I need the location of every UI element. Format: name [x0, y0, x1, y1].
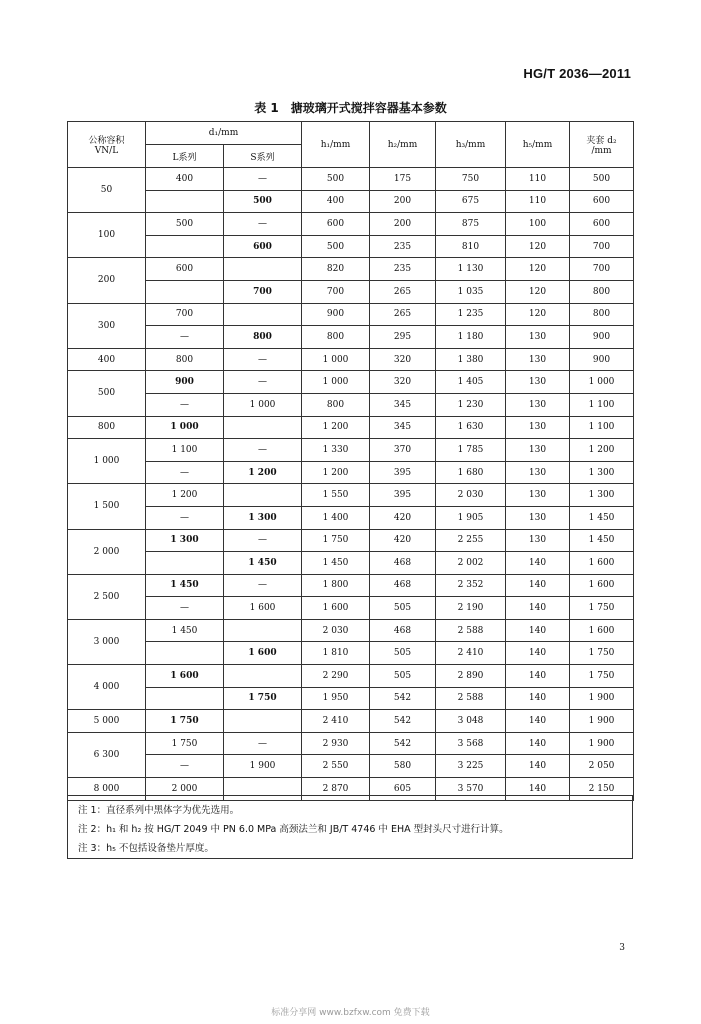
cell-d2: 600 — [570, 190, 634, 213]
cell-nominal-volume: 300 — [68, 303, 146, 348]
table-row — [68, 235, 634, 258]
cell-nominal-volume: 800 — [68, 416, 146, 439]
cell-h3: 1 180 — [436, 326, 506, 349]
cell-s: 1 750 — [224, 687, 302, 710]
cell-h2: 200 — [370, 213, 436, 236]
cell-h1: 1 550 — [302, 484, 370, 507]
header-h3: h₃/mm — [436, 122, 506, 168]
cell-nominal-volume: 1 000 — [68, 439, 146, 484]
cell-h2: 320 — [370, 348, 436, 371]
cell-h3: 1 130 — [436, 258, 506, 281]
table-row — [68, 484, 634, 507]
cell-h3: 3 225 — [436, 755, 506, 778]
cell-h2: 235 — [370, 235, 436, 258]
table-row — [68, 393, 634, 416]
cell-h1: 1 810 — [302, 642, 370, 665]
cell-d2: 1 750 — [570, 597, 634, 620]
table-row — [68, 529, 634, 552]
table-row — [68, 416, 634, 439]
cell-s: 1 200 — [224, 461, 302, 484]
cell-h1: 600 — [302, 213, 370, 236]
cell-l: — — [146, 393, 224, 416]
note-3: 注 3：h₅ 不包括设备垫片厚度。 — [78, 843, 214, 854]
header-h2: h₂/mm — [370, 122, 436, 168]
cell-h2: 295 — [370, 326, 436, 349]
table-row — [68, 168, 634, 191]
cell-h5: 110 — [506, 190, 570, 213]
cell-h3: 875 — [436, 213, 506, 236]
cell-h2: 345 — [370, 393, 436, 416]
cell-s — [224, 619, 302, 642]
cell-l: — — [146, 755, 224, 778]
cell-h2: 345 — [370, 416, 436, 439]
cell-h2: 505 — [370, 642, 436, 665]
cell-h1: 500 — [302, 168, 370, 191]
table-body — [68, 168, 634, 801]
table-row — [68, 213, 634, 236]
cell-d2: 900 — [570, 348, 634, 371]
cell-l — [146, 190, 224, 213]
cell-h5: 130 — [506, 416, 570, 439]
cell-h5: 130 — [506, 326, 570, 349]
cell-l: 1 750 — [146, 710, 224, 733]
table-row — [68, 190, 634, 213]
cell-d2: 1 100 — [570, 393, 634, 416]
cell-l: 600 — [146, 258, 224, 281]
cell-h2: 580 — [370, 755, 436, 778]
table-row — [68, 597, 634, 620]
cell-d2: 700 — [570, 235, 634, 258]
cell-h2: 370 — [370, 439, 436, 462]
cell-l: 2 000 — [146, 778, 224, 801]
cell-nominal-volume: 50 — [68, 168, 146, 213]
cell-h3: 2 588 — [436, 619, 506, 642]
cell-nominal-volume: 8 000 — [68, 778, 146, 801]
cell-h5: 140 — [506, 710, 570, 733]
cell-d2: 900 — [570, 326, 634, 349]
cell-d2: 1 200 — [570, 439, 634, 462]
cell-h2: 420 — [370, 506, 436, 529]
cell-l: — — [146, 461, 224, 484]
cell-h1: 1 330 — [302, 439, 370, 462]
cell-h1: 1 000 — [302, 371, 370, 394]
cell-h5: 130 — [506, 439, 570, 462]
cell-nominal-volume: 6 300 — [68, 732, 146, 777]
cell-s: 1 600 — [224, 597, 302, 620]
cell-h5: 130 — [506, 506, 570, 529]
header-nominal-volume: 公称容积 VN/L — [68, 122, 146, 168]
cell-s: — — [224, 529, 302, 552]
cell-nominal-volume: 400 — [68, 348, 146, 371]
cell-d2: 2 150 — [570, 778, 634, 801]
cell-d2: 1 000 — [570, 371, 634, 394]
cell-h5: 120 — [506, 258, 570, 281]
table-row — [68, 326, 634, 349]
cell-s — [224, 416, 302, 439]
table-row — [68, 687, 634, 710]
cell-s — [224, 303, 302, 326]
table-row — [68, 461, 634, 484]
cell-s — [224, 710, 302, 733]
cell-s: 800 — [224, 326, 302, 349]
note-2: 注 2：h₁ 和 h₂ 按 HG/T 2049 中 PN 6.0 MPa 高颈法兰和 JB/T 4746 中 EHA 型封头尺寸进行计算。 — [78, 824, 509, 835]
cell-d2: 1 100 — [570, 416, 634, 439]
cell-d2: 1 450 — [570, 506, 634, 529]
cell-h1: 1 950 — [302, 687, 370, 710]
cell-s: 1 300 — [224, 506, 302, 529]
cell-d2: 800 — [570, 280, 634, 303]
cell-nominal-volume: 3 000 — [68, 619, 146, 664]
parameter-table — [67, 121, 634, 801]
cell-l: 400 — [146, 168, 224, 191]
table-row — [68, 552, 634, 575]
table-title: 表 1 搪玻璃开式搅拌容器基本参数 — [254, 101, 447, 115]
cell-d2: 1 600 — [570, 574, 634, 597]
cell-h5: 130 — [506, 371, 570, 394]
cell-h2: 468 — [370, 552, 436, 575]
table-row — [68, 574, 634, 597]
cell-h3: 3 570 — [436, 778, 506, 801]
cell-h5: 140 — [506, 778, 570, 801]
cell-l: — — [146, 326, 224, 349]
cell-l — [146, 642, 224, 665]
cell-l: 700 — [146, 303, 224, 326]
cell-h2: 265 — [370, 303, 436, 326]
cell-h1: 1 450 — [302, 552, 370, 575]
cell-h1: 700 — [302, 280, 370, 303]
cell-h1: 400 — [302, 190, 370, 213]
cell-h5: 140 — [506, 755, 570, 778]
notes-box — [67, 795, 633, 859]
cell-nominal-volume: 2 000 — [68, 529, 146, 574]
cell-h5: 140 — [506, 552, 570, 575]
cell-d2: 1 750 — [570, 642, 634, 665]
cell-h5: 130 — [506, 461, 570, 484]
cell-h1: 2 290 — [302, 665, 370, 688]
table-row — [68, 665, 634, 688]
page-number: 3 — [619, 943, 625, 953]
cell-h1: 1 000 — [302, 348, 370, 371]
cell-h1: 2 030 — [302, 619, 370, 642]
cell-h5: 130 — [506, 484, 570, 507]
cell-h2: 542 — [370, 732, 436, 755]
cell-d2: 1 900 — [570, 710, 634, 733]
cell-d2: 1 750 — [570, 665, 634, 688]
cell-h3: 2 002 — [436, 552, 506, 575]
cell-s: — — [224, 371, 302, 394]
note-1: 注 1：直径系列中黑体字为优先选用。 — [78, 805, 240, 816]
cell-h3: 1 380 — [436, 348, 506, 371]
cell-s — [224, 258, 302, 281]
cell-h5: 130 — [506, 529, 570, 552]
cell-h3: 2 410 — [436, 642, 506, 665]
cell-h1: 800 — [302, 393, 370, 416]
table-row — [68, 619, 634, 642]
cell-h3: 2 352 — [436, 574, 506, 597]
header-d2: 夹套 d₂ /mm — [570, 122, 634, 168]
cell-nominal-volume: 500 — [68, 371, 146, 416]
standard-code: HG/T 2036—2011 — [523, 66, 631, 81]
cell-l: 1 750 — [146, 732, 224, 755]
cell-d2: 2 050 — [570, 755, 634, 778]
cell-h5: 140 — [506, 687, 570, 710]
footer-watermark: 标准分享网 www.bzfxw.com 免费下载 — [271, 1008, 430, 1018]
cell-h5: 140 — [506, 574, 570, 597]
cell-h2: 395 — [370, 484, 436, 507]
table-row — [68, 371, 634, 394]
cell-d2: 1 300 — [570, 484, 634, 507]
cell-h3: 2 255 — [436, 529, 506, 552]
table-row — [68, 280, 634, 303]
cell-l: — — [146, 597, 224, 620]
cell-s: 500 — [224, 190, 302, 213]
cell-h5: 140 — [506, 619, 570, 642]
cell-h3: 1 630 — [436, 416, 506, 439]
cell-h2: 320 — [370, 371, 436, 394]
table-row — [68, 303, 634, 326]
cell-h3: 2 890 — [436, 665, 506, 688]
cell-h2: 395 — [370, 461, 436, 484]
cell-h3: 1 405 — [436, 371, 506, 394]
cell-h3: 1 680 — [436, 461, 506, 484]
cell-h3: 750 — [436, 168, 506, 191]
cell-s — [224, 665, 302, 688]
cell-h3: 1 230 — [436, 393, 506, 416]
cell-d2: 1 900 — [570, 687, 634, 710]
cell-l: — — [146, 506, 224, 529]
cell-nominal-volume: 200 — [68, 258, 146, 303]
cell-h3: 1 905 — [436, 506, 506, 529]
cell-h2: 235 — [370, 258, 436, 281]
header-s-series: S系列 — [224, 145, 302, 168]
cell-h3: 810 — [436, 235, 506, 258]
cell-l — [146, 235, 224, 258]
cell-h2: 542 — [370, 687, 436, 710]
cell-s: — — [224, 574, 302, 597]
cell-h1: 1 600 — [302, 597, 370, 620]
cell-l: 1 200 — [146, 484, 224, 507]
cell-l: 1 100 — [146, 439, 224, 462]
cell-l — [146, 687, 224, 710]
cell-l — [146, 280, 224, 303]
cell-h1: 900 — [302, 303, 370, 326]
cell-l: 900 — [146, 371, 224, 394]
cell-h1: 1 800 — [302, 574, 370, 597]
cell-d2: 600 — [570, 213, 634, 236]
cell-h2: 505 — [370, 597, 436, 620]
cell-d2: 1 300 — [570, 461, 634, 484]
cell-h5: 120 — [506, 235, 570, 258]
cell-d2: 1 900 — [570, 732, 634, 755]
cell-s: 1 600 — [224, 642, 302, 665]
table-row — [68, 732, 634, 755]
cell-h3: 3 048 — [436, 710, 506, 733]
cell-nominal-volume: 5 000 — [68, 710, 146, 733]
cell-h1: 2 550 — [302, 755, 370, 778]
cell-l: 1 300 — [146, 529, 224, 552]
cell-h3: 1 785 — [436, 439, 506, 462]
cell-h2: 200 — [370, 190, 436, 213]
cell-h3: 1 035 — [436, 280, 506, 303]
cell-h5: 140 — [506, 732, 570, 755]
cell-s: 700 — [224, 280, 302, 303]
cell-nominal-volume: 4 000 — [68, 665, 146, 710]
cell-h2: 468 — [370, 619, 436, 642]
cell-d2: 800 — [570, 303, 634, 326]
cell-h5: 110 — [506, 168, 570, 191]
cell-s — [224, 484, 302, 507]
cell-l: 500 — [146, 213, 224, 236]
cell-l: 800 — [146, 348, 224, 371]
cell-h3: 675 — [436, 190, 506, 213]
cell-h5: 120 — [506, 303, 570, 326]
cell-h1: 1 400 — [302, 506, 370, 529]
cell-h5: 140 — [506, 665, 570, 688]
cell-s: 1 900 — [224, 755, 302, 778]
cell-nominal-volume: 100 — [68, 213, 146, 258]
cell-nominal-volume: 2 500 — [68, 574, 146, 619]
cell-h1: 1 750 — [302, 529, 370, 552]
cell-h2: 468 — [370, 574, 436, 597]
cell-h3: 3 568 — [436, 732, 506, 755]
cell-s: — — [224, 168, 302, 191]
cell-h3: 2 588 — [436, 687, 506, 710]
cell-nominal-volume: 1 500 — [68, 484, 146, 529]
cell-d2: 700 — [570, 258, 634, 281]
cell-s: — — [224, 348, 302, 371]
cell-h5: 120 — [506, 280, 570, 303]
cell-h3: 1 235 — [436, 303, 506, 326]
cell-d2: 500 — [570, 168, 634, 191]
cell-s: 600 — [224, 235, 302, 258]
cell-h3: 2 190 — [436, 597, 506, 620]
cell-d2: 1 450 — [570, 529, 634, 552]
cell-h2: 505 — [370, 665, 436, 688]
cell-h2: 605 — [370, 778, 436, 801]
cell-l: 1 000 — [146, 416, 224, 439]
table-row — [68, 642, 634, 665]
cell-h3: 2 030 — [436, 484, 506, 507]
cell-h5: 140 — [506, 597, 570, 620]
cell-h1: 2 410 — [302, 710, 370, 733]
cell-d2: 1 600 — [570, 552, 634, 575]
cell-h5: 130 — [506, 393, 570, 416]
cell-h2: 420 — [370, 529, 436, 552]
table-row — [68, 710, 634, 733]
header-l-series: L系列 — [146, 145, 224, 168]
table-row — [68, 258, 634, 281]
cell-h1: 1 200 — [302, 416, 370, 439]
cell-h5: 130 — [506, 348, 570, 371]
cell-h2: 175 — [370, 168, 436, 191]
cell-s: 1 000 — [224, 393, 302, 416]
table-row — [68, 506, 634, 529]
cell-l: 1 450 — [146, 574, 224, 597]
cell-h1: 2 870 — [302, 778, 370, 801]
cell-h2: 265 — [370, 280, 436, 303]
cell-h5: 140 — [506, 642, 570, 665]
cell-h1: 2 930 — [302, 732, 370, 755]
cell-h2: 542 — [370, 710, 436, 733]
cell-h1: 1 200 — [302, 461, 370, 484]
table-row — [68, 755, 634, 778]
cell-s: — — [224, 213, 302, 236]
table-row — [68, 348, 634, 371]
cell-s: 1 450 — [224, 552, 302, 575]
header-h5: h₅/mm — [506, 122, 570, 168]
cell-s: — — [224, 732, 302, 755]
cell-h1: 500 — [302, 235, 370, 258]
table-row — [68, 439, 634, 462]
cell-s: — — [224, 439, 302, 462]
cell-d2: 1 600 — [570, 619, 634, 642]
header-d1: d₁/mm — [146, 122, 302, 145]
cell-h5: 100 — [506, 213, 570, 236]
cell-h1: 800 — [302, 326, 370, 349]
header-h1: h₁/mm — [302, 122, 370, 168]
cell-l: 1 600 — [146, 665, 224, 688]
cell-l — [146, 552, 224, 575]
cell-l: 1 450 — [146, 619, 224, 642]
cell-h1: 820 — [302, 258, 370, 281]
